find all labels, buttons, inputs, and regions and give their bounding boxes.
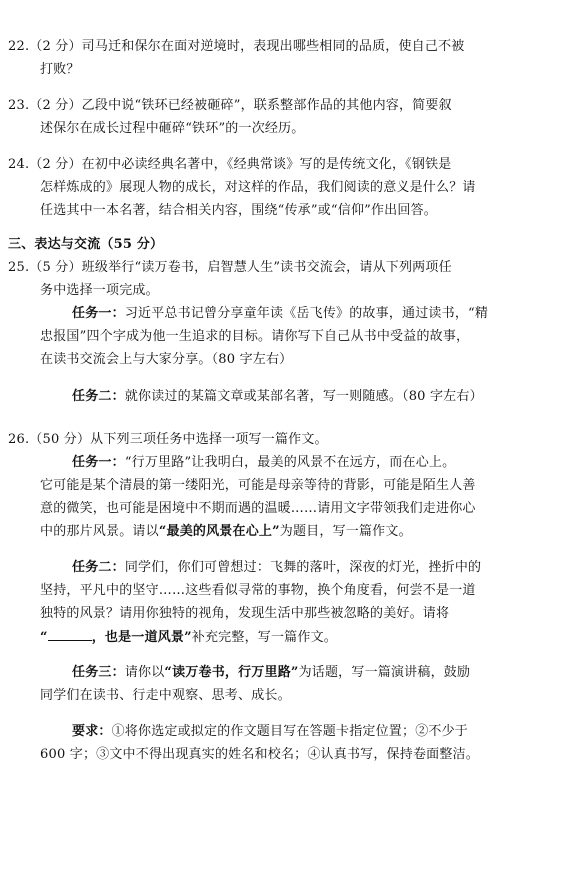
q26-task2-line-2: 坚持，平凡中的坚守……这些看似寻常的事物，换个角度看，何尝不是一道 xyxy=(40,583,476,598)
q25-line-2: 务中选择一项完成。 xyxy=(40,283,159,298)
q26-task1-line-4 xyxy=(40,523,412,541)
q26-task2-text-1: 同学们，你们可曾想过：飞舞的落叶，深夜的灯光，挫折中的 xyxy=(124,560,482,575)
q26-task2-line-4 xyxy=(40,628,337,647)
q26-task1-text-4b: 为题目，写一篇作文。 xyxy=(279,524,412,539)
q26-task3-topic: “读万卷书，行万里路” xyxy=(164,665,299,680)
section-heading: 三、表达与交流（55 分） xyxy=(8,237,164,252)
q26-task2-label: 任务二： xyxy=(72,560,125,575)
q26-req-text-1: ①将你选定或拟定的作文题目写在答题卡指定位置；②不少于 xyxy=(111,724,469,739)
q25-line-1: 25.（5 分）班级举行“读万卷书，启智慧人生”读书交流会，请从下列两项任 xyxy=(8,260,452,275)
q26-task2-text-4b: 补充完整，写一篇作文。 xyxy=(191,630,337,645)
q26-task2-title: ，也是一道风景” xyxy=(91,630,192,645)
q26-task2-line-1 xyxy=(72,559,481,577)
q23-line-2: 述保尔在成长过程中砸碎“铁环”的一次经历。 xyxy=(40,121,305,136)
fill-in-blank xyxy=(48,628,92,641)
q26-task3-line-1 xyxy=(72,664,470,682)
q26-task1-line-2: 它可能是某个清晨的第一缕阳光，可能是母亲等待的背影，可能是陌生人善 xyxy=(40,478,476,493)
q26-task1-label: 任务一： xyxy=(72,455,125,470)
q25-task1-text-1: 习近平总书记曾分享童年读《岳飞传》的故事，通过读书，“精 xyxy=(124,306,489,321)
q26-task1-title: “最美的风景在心上” xyxy=(158,524,280,539)
q26-task1-line-1 xyxy=(72,454,455,472)
q26-line-1: 26.（50 分）从下列三项任务中选择一项写一篇作文。 xyxy=(8,432,328,447)
q25-task2-line xyxy=(72,388,483,406)
q25-task2-label: 任务二： xyxy=(72,389,125,404)
q26-task3-line-2: 同学们在读书、行走中观察、思考、成长。 xyxy=(40,688,291,703)
q24-line-1: 24.（2 分）在初中必读经典名著中，《经典常谈》写的是传统文化，《钢铁是 xyxy=(8,157,452,172)
q25-task1-line-2: 忠报国”四个字成为他一生追求的目标。请你写下自己从书中受益的故事， xyxy=(40,329,470,344)
q24-line-3: 任选其中一本名著，结合相关内容，围绕“传承”或“信仰”作出回答。 xyxy=(40,203,437,218)
q26-task3-text-1a: 请你以 xyxy=(124,665,165,680)
q25-task1-label: 任务一： xyxy=(72,306,125,321)
q24-line-2: 怎样炼成的》展现人物的成长，对这样的作品，我们阅读的意义是什么？请 xyxy=(40,180,476,195)
q23-line-1: 23.（2 分）乙段中说“铁环已经被砸碎”，联系整部作品的其他内容，简要叙 xyxy=(8,98,452,113)
q26-req-line-1 xyxy=(72,723,468,741)
q26-task1-line-3: 意的微笑，也可能是困境中不期而遇的温暖……请用文字带领我们走进你心 xyxy=(40,501,476,516)
q26-req-line-2: 600 字；③文中不得出现真实的姓名和校名；④认真书写，保持卷面整洁。 xyxy=(40,747,479,762)
q22-line-1: 22.（2 分）司马迁和保尔在面对逆境时，表现出哪些相同的品质，使自己不被 xyxy=(8,39,465,54)
q25-task1-line-1 xyxy=(72,305,488,323)
q25-task1-line-3: 在读书交流会上与大家分享。（80 字左右） xyxy=(40,352,293,367)
q26-task2-open-quote: “ xyxy=(40,630,48,645)
q26-task3-label: 任务三： xyxy=(72,665,125,680)
q26-task1-text-1: “行万里路”让我明白，最美的风景不在远方，而在心上。 xyxy=(124,455,456,470)
q26-task2-line-3: 独特的风景？请用你独特的视角，发现生活中那些被忽略的美好。请将 xyxy=(40,606,450,621)
q26-task3-text-1b: 为话题，写一篇演讲稿，鼓励 xyxy=(298,665,471,680)
q25-task2-text: 就你读过的某篇文章或某部名著，写一则随感。（80 字左右） xyxy=(124,389,483,404)
q26-task1-text-4a: 中的那片风景。请以 xyxy=(40,524,159,539)
q26-req-label: 要求： xyxy=(72,724,112,739)
q22-line-2: 打败？ xyxy=(40,62,80,77)
